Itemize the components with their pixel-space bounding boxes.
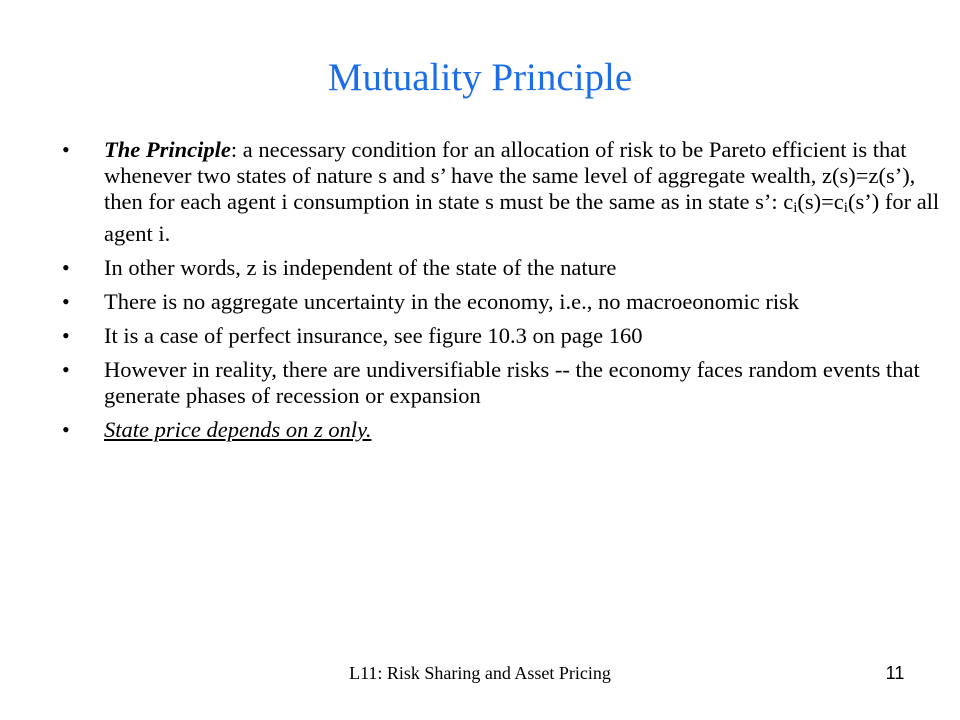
bullet-item	[62, 323, 942, 349]
principle-tail: (s’) for all agent i.	[104, 189, 940, 246]
principle-lead: The Principle	[104, 137, 231, 162]
bullet-text: In other words, z is independent of the state of the nature	[104, 255, 617, 280]
bullet-text-emphasis: State price depends on z only.	[104, 417, 372, 442]
bullet-marker: •	[62, 357, 70, 382]
bullet-text: There is no aggregate uncertainty in the economy, i.e., no macroeonomic risk	[104, 289, 800, 314]
bullet-marker: •	[62, 289, 70, 314]
bullet-text: It is a case of perfect insurance, see figure 10.3 on page 160	[104, 323, 643, 348]
bullet-marker: •	[62, 417, 70, 442]
bullet-marker: •	[62, 255, 70, 280]
subscript-i: i	[843, 200, 848, 216]
slide-title: Mutuality Principle	[327, 56, 633, 99]
bullet-marker: •	[62, 137, 70, 162]
bullet-item	[62, 255, 942, 281]
subscript-i: i	[793, 200, 798, 216]
bullet-item	[62, 417, 942, 443]
bullet-text	[104, 137, 942, 247]
principle-mid: (s)=c	[797, 189, 844, 214]
bullet-text: However in reality, there are undiversifiable risks -- the economy faces random events that generate phases of recession or expansion	[104, 357, 920, 408]
bullet-item	[62, 289, 942, 315]
page-number: 11	[885, 663, 905, 683]
principle-body: : a necessary condition for an allocation of risk to be Pareto efficient is that whenever two states of nature s and s’ have the same level of aggregate wealth, z(s)=z(s’), then for each agent i consumption in state s must be the same as in state s’: c	[104, 137, 916, 214]
bullet-list	[62, 137, 942, 451]
bullet-item	[62, 137, 942, 247]
footer-text: L11: Risk Sharing and Asset Pricing	[349, 663, 611, 683]
bullet-marker: •	[62, 323, 70, 348]
bullet-item	[62, 357, 942, 409]
